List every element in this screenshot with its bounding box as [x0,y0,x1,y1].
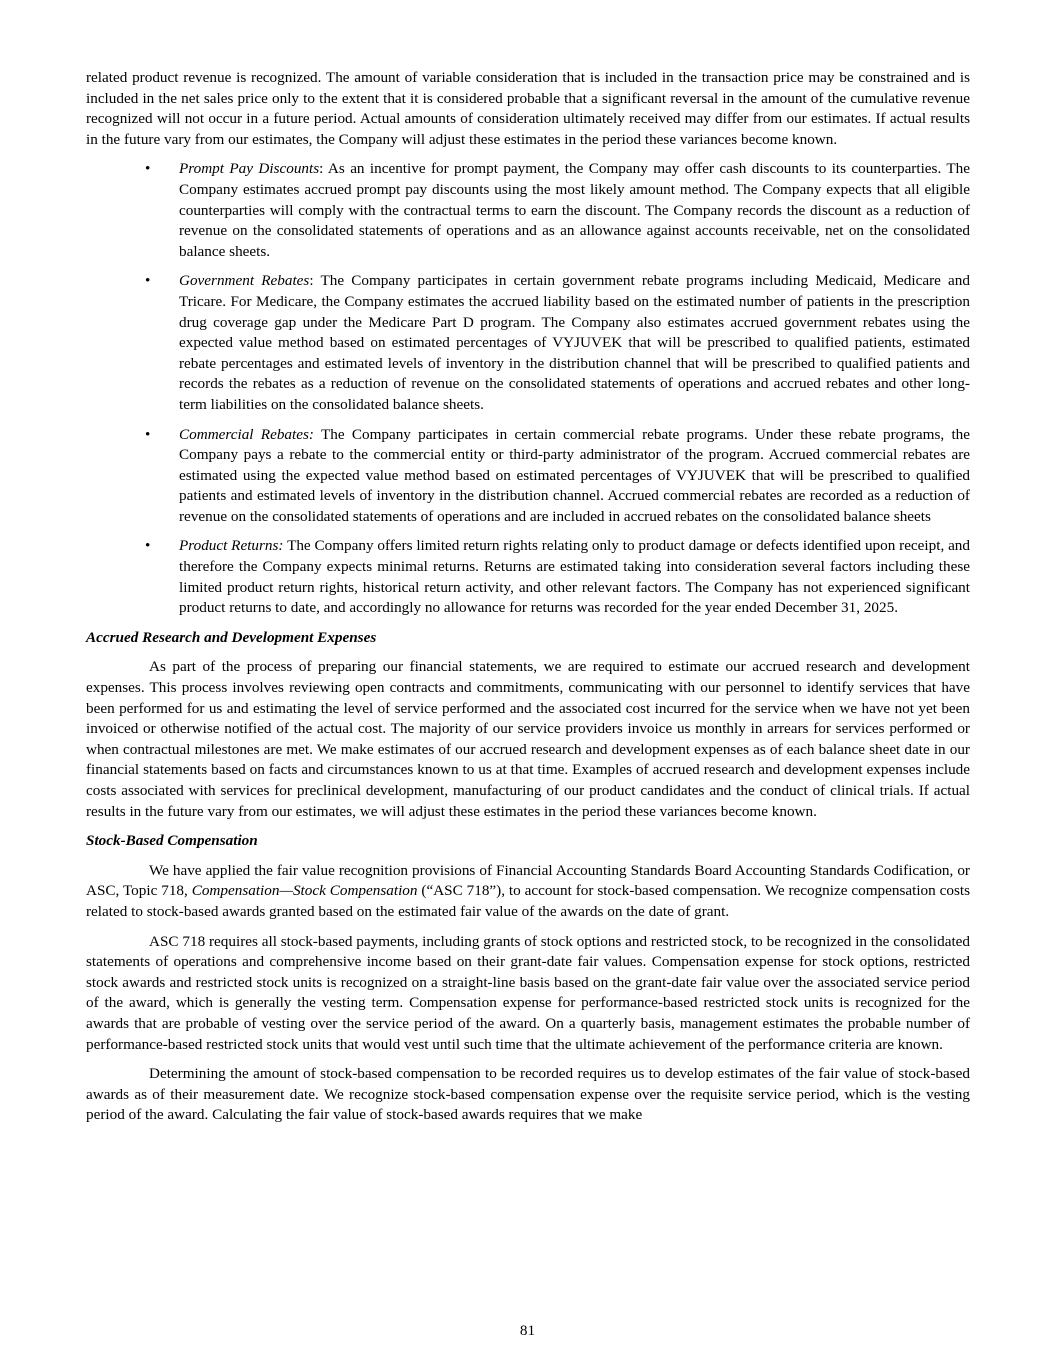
bullet-marker: • [145,537,151,555]
section-heading-accrued-rd: Accrued Research and Development Expenses [86,628,377,646]
bullet-term: Government Rebates [179,272,310,290]
bullet-government-rebates [86,271,970,415]
bullet-marker: • [145,160,151,178]
bullet-commercial-rebates [86,425,970,528]
stock-comp-paragraph-2: ASC 718 requires all stock-based payments, including grants of stock options and restricted stock, to be recognized in the consolidated statements of operations and comprehensive income based on their grant-date fair values. Compensation expense for stock options, restricted stock awards and restricted stock units is recognized on a straight-line basis based on the grant-date fair value over the associated service period of the award, which is generally the vesting term. Compensation expense for performance-based restricted stock units is recognized for the awards that are probable of vesting over the service period of the award. On a quarterly basis, management estimates the probable number of performance-based restricted stock units that would vest until such time that the ultimate achievement of the performance criteria are known. [86,932,970,1053]
bullet-term: Product Returns: [179,537,284,555]
stock-comp-p1-after: (“ASC 718”), to account for stock-based compensation. We recognize compensation costs related to stock-based awards granted based on the estimated fair value of the awards on the date of grant. [86,882,970,920]
bullet-separator [314,426,321,443]
bullet-text: The Company offers limited return rights relating only to product damage or defects identified upon receipt, and therefore the Company expects minimal returns. Returns are estimated taking into consideration several factors including these limited product return rights, historical return activity, and other relevant factors. The Company has not experienced significant product returns to date, and accordingly no allowance for returns was recorded for the year ended December 31, 2025. [179,537,970,617]
bullet-product-returns [86,536,970,618]
bullet-term: Commercial Rebates: [179,425,314,443]
stock-comp-paragraph-1 [86,861,970,923]
intro-paragraph: related product revenue is recognized. The amount of variable consideration that is included in the transaction price may be constrained and is included in the net sales price only to the extent that it is considered probable that a significant reversal in the amount of the cumulative revenue recognized will not occur in a future period. Actual amounts of consideration ultimately received may differ from our estimates. If actual results in the future vary from our estimates, the Company will adjust these estimates in the period these variances become known. [86,69,970,148]
bullet-term: Prompt Pay Discounts [179,160,320,178]
bullet-text: As an incentive for prompt payment, the Company may offer cash discounts to its counterparties. The Company estimates accrued prompt pay discounts using the most likely amount method. The Company expects that all eligible counterparties will comply with the contractual terms to earn the discount. The Company records the discount as a reduction of revenue on the consolidated statements of operations and as an allowance against accounts receivable, net on the consolidated balance sheets. [179,160,970,260]
bullet-text: The Company participates in certain commercial rebate programs. Under these rebate programs, the Company pays a rebate to the commercial entity or third-party administrator of the program. Accrued commercial rebates are estimated using the expected value method based on estimated percentages of VYJUVEK that will be prescribed to qualified patients and estimated levels of inventory in the distribution channel. Accrued commercial rebates are recorded as a reduction of revenue on the consolidated statements of operations and are included in accrued rebates on the consolidated balance sheets [179,425,970,525]
accrued-rd-paragraph: As part of the process of preparing our financial statements, we are required to estimate our accrued research and development expenses. This process involves reviewing open contracts and commitments, communicating with our personnel to identify services that have been performed for us and estimating the level of service performed and the associated cost incurred for the service when we have not yet been invoiced or otherwise notified of the actual cost. The majority of our service providers invoice us monthly in arrears for services performed or when contractual milestones are met. We make estimates of our accrued research and development expenses as of each balance sheet date in our financial statements based on facts and circumstances known to us at that time. Examples of accrued research and development expenses include costs associated with services for preclinical development, manufacturing of our product candidates and the conduct of clinical trials. If actual results in the future vary from our estimates, we will adjust these estimates in the period these variances become known. [86,658,970,820]
bullet-marker: • [145,272,151,290]
bullet-separator: : [309,272,321,290]
revenue-deductions-list [86,159,970,618]
bullet-marker: • [145,425,151,443]
stock-comp-p1-before: We have applied the fair value recognition provisions of Financial Accounting Standards Board Accounting Standards Codification, or ASC, Topic 718, [86,861,970,900]
document-page [86,68,970,1135]
stock-comp-paragraph-3: Determining the amount of stock-based compensation to be recorded requires us to develop estimates of the fair value of stock-based awards as of their measurement date. We recognize stock-based compensation expense over the requisite service period, which is the vesting period of the award. Calculating the fair value of stock-based awards requires that we make [86,1065,970,1124]
bullet-separator: : [319,160,328,178]
page-number: 81 [519,1322,536,1339]
stock-comp-p1-italic: Compensation—Stock Compensation [191,882,418,900]
bullet-prompt-pay-discounts [86,159,970,262]
bullet-text: The Company participates in certain government rebate programs including Medicaid, Medicare and Tricare. For Medicare, the Company estimates the accrued liability based on the estimated number of patients in the prescription drug coverage gap under the Medicare Part D program. The Company also estimates accrued government rebates using the expected value method based on estimated percentages of VYJUVEK that will be prescribed to qualified patients, estimated rebate percentages and estimated levels of inventory in the distribution channel that will be prescribed to qualified patients and records the rebates as a reduction of revenue on the consolidated statements of operations and accrued rebates and other long-term liabilities on the consolidated balance sheets. [179,272,970,413]
section-heading-stock-based-compensation: Stock-Based Compensation [86,832,258,850]
